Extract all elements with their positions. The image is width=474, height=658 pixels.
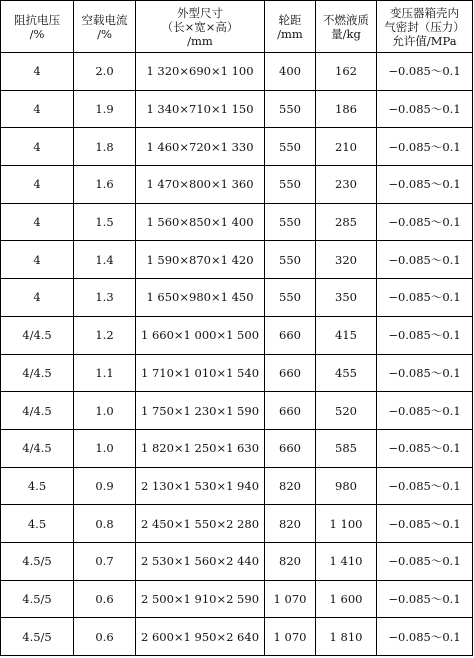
wheel-gauge-cell: 1 070 (265, 580, 316, 618)
impedance-voltage-cell: 4/4.5 (1, 354, 74, 392)
header-no-load-current (74, 1, 136, 53)
impedance-voltage-cell: 4.5 (1, 505, 74, 543)
table-row (1, 128, 473, 166)
pressure-cell: −0.085～0.1 (377, 203, 473, 241)
no-load-current-cell: 1.5 (74, 203, 136, 241)
no-load-current-cell: 1.9 (74, 90, 136, 128)
header-line: 允许值/MPa (392, 33, 457, 48)
header-wheel-gauge (265, 1, 316, 53)
header-line: 量/kg (331, 26, 361, 41)
pressure-cell: −0.085～0.1 (377, 53, 473, 91)
no-load-current-cell: 1.0 (74, 429, 136, 467)
header-row (1, 1, 473, 53)
table-row (1, 316, 473, 354)
header-line: 空载电流 (81, 12, 128, 27)
impedance-voltage-cell: 4/4.5 (1, 316, 74, 354)
pressure-cell: −0.085～0.1 (377, 542, 473, 580)
impedance-voltage-cell: 4 (1, 279, 74, 317)
dimensions-cell: 1 660×1 000×1 500 (136, 316, 265, 354)
table-row (1, 618, 473, 656)
header-line: （长×宽×高） (161, 19, 239, 34)
wheel-gauge-cell: 660 (265, 316, 316, 354)
impedance-voltage-cell: 4.5/5 (1, 580, 74, 618)
table-row (1, 580, 473, 618)
pressure-cell: −0.085～0.1 (377, 618, 473, 656)
header-line: /% (29, 26, 45, 41)
wheel-gauge-cell: 820 (265, 542, 316, 580)
liquid-mass-cell: 520 (316, 392, 377, 430)
table-row (1, 429, 473, 467)
no-load-current-cell: 0.6 (74, 580, 136, 618)
liquid-mass-cell: 162 (316, 53, 377, 91)
impedance-voltage-cell: 4 (1, 128, 74, 166)
wheel-gauge-cell: 660 (265, 354, 316, 392)
impedance-voltage-cell: 4.5/5 (1, 618, 74, 656)
table-row (1, 392, 473, 430)
header-line: /mm (277, 26, 303, 41)
pressure-cell: −0.085～0.1 (377, 580, 473, 618)
table-row (1, 53, 473, 91)
wheel-gauge-cell: 550 (265, 128, 316, 166)
table-row (1, 467, 473, 505)
pressure-cell: −0.085～0.1 (377, 241, 473, 279)
impedance-voltage-cell: 4 (1, 166, 74, 204)
wheel-gauge-cell: 550 (265, 90, 316, 128)
table-header (1, 1, 473, 53)
no-load-current-cell: 0.8 (74, 505, 136, 543)
header-outline-dimensions (136, 1, 265, 53)
liquid-mass-cell: 1 600 (316, 580, 377, 618)
wheel-gauge-cell: 660 (265, 392, 316, 430)
table-row (1, 505, 473, 543)
header-line: /mm (187, 33, 213, 48)
table-row (1, 354, 473, 392)
table-row (1, 90, 473, 128)
header-line: 阻抗电压 (14, 12, 60, 27)
no-load-current-cell: 0.6 (74, 618, 136, 656)
dimensions-cell: 2 600×1 950×2 640 (136, 618, 265, 656)
table-row (1, 166, 473, 204)
dimensions-cell: 1 460×720×1 330 (136, 128, 265, 166)
impedance-voltage-cell: 4 (1, 53, 74, 91)
pressure-cell: −0.085～0.1 (377, 505, 473, 543)
impedance-voltage-cell: 4/4.5 (1, 429, 74, 467)
table-row (1, 203, 473, 241)
header-impedance-voltage (1, 1, 74, 53)
no-load-current-cell: 1.1 (74, 354, 136, 392)
table-body (1, 53, 473, 656)
liquid-mass-cell: 285 (316, 203, 377, 241)
no-load-current-cell: 1.4 (74, 241, 136, 279)
wheel-gauge-cell: 1 070 (265, 618, 316, 656)
liquid-mass-cell: 186 (316, 90, 377, 128)
impedance-voltage-cell: 4/4.5 (1, 392, 74, 430)
wheel-gauge-cell: 550 (265, 279, 316, 317)
dimensions-cell: 1 710×1 010×1 540 (136, 354, 265, 392)
liquid-mass-cell: 1 100 (316, 505, 377, 543)
wheel-gauge-cell: 400 (265, 53, 316, 91)
liquid-mass-cell: 320 (316, 241, 377, 279)
no-load-current-cell: 1.3 (74, 279, 136, 317)
impedance-voltage-cell: 4 (1, 241, 74, 279)
table-row (1, 542, 473, 580)
liquid-mass-cell: 585 (316, 429, 377, 467)
header-line: 轮距 (278, 12, 302, 27)
pressure-cell: −0.085～0.1 (377, 166, 473, 204)
liquid-mass-cell: 1 810 (316, 618, 377, 656)
liquid-mass-cell: 1 410 (316, 542, 377, 580)
liquid-mass-cell: 230 (316, 166, 377, 204)
liquid-mass-cell: 415 (316, 316, 377, 354)
impedance-voltage-cell: 4 (1, 90, 74, 128)
header-line: 外型尺寸 (177, 5, 223, 20)
no-load-current-cell: 1.8 (74, 128, 136, 166)
dimensions-cell: 1 750×1 230×1 590 (136, 392, 265, 430)
pressure-cell: −0.085～0.1 (377, 354, 473, 392)
liquid-mass-cell: 980 (316, 467, 377, 505)
dimensions-cell: 1 650×980×1 450 (136, 279, 265, 317)
no-load-current-cell: 2.0 (74, 53, 136, 91)
no-load-current-cell: 0.7 (74, 542, 136, 580)
dimensions-cell: 1 320×690×1 100 (136, 53, 265, 91)
wheel-gauge-cell: 820 (265, 467, 316, 505)
dimensions-cell: 2 450×1 550×2 280 (136, 505, 265, 543)
table-row (1, 279, 473, 317)
dimensions-cell: 2 500×1 910×2 590 (136, 580, 265, 618)
dimensions-cell: 1 560×850×1 400 (136, 203, 265, 241)
pressure-cell: −0.085～0.1 (377, 316, 473, 354)
header-line: /% (97, 26, 112, 41)
wheel-gauge-cell: 550 (265, 203, 316, 241)
wheel-gauge-cell: 820 (265, 505, 316, 543)
liquid-mass-cell: 210 (316, 128, 377, 166)
no-load-current-cell: 1.2 (74, 316, 136, 354)
pressure-cell: −0.085～0.1 (377, 128, 473, 166)
header-line: 变压器箱壳内 (390, 5, 459, 20)
header-tank-seal-pressure (377, 1, 473, 53)
impedance-voltage-cell: 4.5/5 (1, 542, 74, 580)
dimensions-cell: 1 470×800×1 360 (136, 166, 265, 204)
dimensions-cell: 1 820×1 250×1 630 (136, 429, 265, 467)
liquid-mass-cell: 350 (316, 279, 377, 317)
pressure-cell: −0.085～0.1 (377, 392, 473, 430)
wheel-gauge-cell: 550 (265, 166, 316, 204)
no-load-current-cell: 1.6 (74, 166, 136, 204)
impedance-voltage-cell: 4.5 (1, 467, 74, 505)
dimensions-cell: 2 130×1 530×1 940 (136, 467, 265, 505)
pressure-cell: −0.085～0.1 (377, 429, 473, 467)
no-load-current-cell: 1.0 (74, 392, 136, 430)
table-row (1, 241, 473, 279)
dimensions-cell: 1 590×870×1 420 (136, 241, 265, 279)
header-line: 气密封（压力） (384, 19, 465, 34)
dimensions-cell: 2 530×1 560×2 440 (136, 542, 265, 580)
wheel-gauge-cell: 660 (265, 429, 316, 467)
no-load-current-cell: 0.9 (74, 467, 136, 505)
header-line: 不燃液质 (323, 12, 369, 27)
header-nonflammable-liquid-mass (316, 1, 377, 53)
pressure-cell: −0.085～0.1 (377, 279, 473, 317)
impedance-voltage-cell: 4 (1, 203, 74, 241)
liquid-mass-cell: 455 (316, 354, 377, 392)
wheel-gauge-cell: 550 (265, 241, 316, 279)
pressure-cell: −0.085～0.1 (377, 467, 473, 505)
pressure-cell: −0.085～0.1 (377, 90, 473, 128)
dimensions-cell: 1 340×710×1 150 (136, 90, 265, 128)
